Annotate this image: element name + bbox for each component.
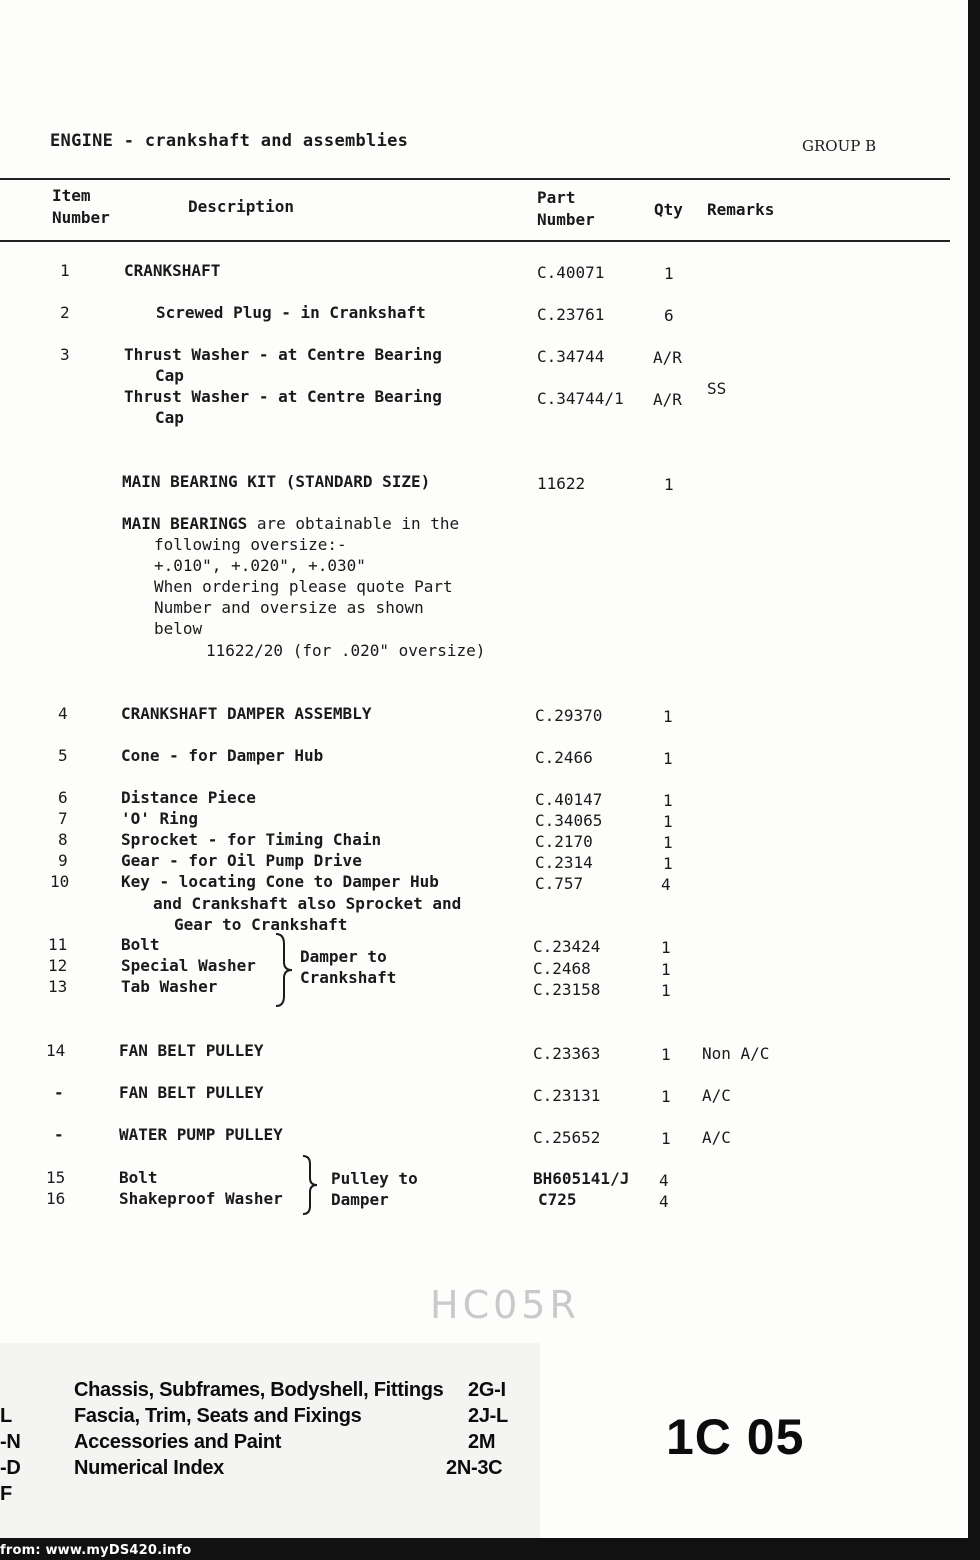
group-note: Damper to xyxy=(300,947,387,966)
part-number: C.34744/1 xyxy=(537,389,624,408)
item-number: 11 xyxy=(48,935,68,954)
item-number: 8 xyxy=(58,830,68,849)
item-number: 10 xyxy=(50,872,70,891)
part-number: BH605141/J xyxy=(533,1169,630,1188)
quantity: 1 xyxy=(661,960,671,979)
description-cont: Cap xyxy=(155,366,184,385)
item-number: 14 xyxy=(46,1041,66,1060)
description: FAN BELT PULLEY xyxy=(119,1083,264,1102)
description: Bolt xyxy=(119,1168,158,1187)
index-label: Accessories and Paint xyxy=(74,1431,282,1453)
col-item-header: Item Number xyxy=(52,186,110,227)
description: Thrust Washer - at Centre Bearing xyxy=(124,387,442,406)
scan-edge-right xyxy=(968,0,980,1545)
item-number: 9 xyxy=(58,851,68,870)
quantity: 1 xyxy=(663,833,673,852)
item-number: 2 xyxy=(60,303,70,322)
quantity: 1 xyxy=(663,812,673,831)
quantity: A/R xyxy=(653,390,682,409)
part-number: C.23363 xyxy=(533,1044,601,1063)
part-number: C.23131 xyxy=(533,1086,601,1105)
part-number: 11622 xyxy=(537,474,586,493)
col-remarks-header: Remarks xyxy=(707,200,775,219)
part-number: C.23424 xyxy=(533,937,601,956)
brace-icon xyxy=(300,1154,320,1216)
description: WATER PUMP PULLEY xyxy=(119,1125,283,1144)
description: Shakeproof Washer xyxy=(119,1189,283,1208)
description: Key - locating Cone to Damper Hub xyxy=(121,872,439,891)
edge-letter: -N xyxy=(0,1431,21,1453)
item-number: 16 xyxy=(46,1189,66,1208)
description: Screwed Plug - in Crankshaft xyxy=(156,303,426,322)
part-number: C.25652 xyxy=(533,1128,601,1147)
quantity: 1 xyxy=(661,1045,671,1064)
header-rule-bottom xyxy=(0,240,950,242)
quantity: 1 xyxy=(663,791,673,810)
group-note: Damper xyxy=(331,1190,389,1209)
quantity: 4 xyxy=(661,875,671,894)
index-label: Chassis, Subframes, Bodyshell, Fittings xyxy=(74,1379,444,1401)
description: Tab Washer xyxy=(121,977,218,996)
col-qty-header: Qty xyxy=(654,200,683,219)
part-number: C.40147 xyxy=(535,790,603,809)
item-number: 12 xyxy=(48,956,68,975)
quantity: 1 xyxy=(664,475,674,494)
part-number: C.23158 xyxy=(533,980,601,999)
index-label: Numerical Index xyxy=(74,1457,225,1479)
part-number: C725 xyxy=(538,1190,577,1209)
index-ref: 2J-L xyxy=(468,1405,508,1427)
edge-letter: L xyxy=(0,1405,12,1427)
part-number: C.34065 xyxy=(535,811,603,830)
description: Bolt xyxy=(121,935,160,954)
remarks: A/C xyxy=(702,1086,731,1105)
description: CRANKSHAFT DAMPER ASSEMBLY xyxy=(121,704,372,723)
item-number: 15 xyxy=(46,1168,66,1187)
index-ref: 2M xyxy=(468,1431,496,1453)
group-label: GROUP B xyxy=(802,137,877,155)
quantity: 1 xyxy=(663,854,673,873)
remarks: A/C xyxy=(702,1128,731,1147)
page-title: ENGINE - crankshaft and assemblies xyxy=(50,131,409,151)
item-number: 4 xyxy=(58,704,68,723)
edge-letter: F xyxy=(0,1483,12,1505)
part-number: C.757 xyxy=(535,874,584,893)
item-number: 1 xyxy=(60,261,70,280)
col-part-header: Part Number xyxy=(537,188,595,229)
description: Gear - for Oil Pump Drive xyxy=(121,851,362,870)
sheet-reference: 1C 05 xyxy=(666,1409,805,1465)
note-line: below xyxy=(154,619,203,638)
quantity: 1 xyxy=(661,1129,671,1148)
index-ref: 2G-I xyxy=(468,1379,506,1401)
quantity: 1 xyxy=(661,938,671,957)
description: 'O' Ring xyxy=(121,809,199,828)
group-note: Crankshaft xyxy=(300,968,397,987)
part-number: C.2314 xyxy=(535,853,593,872)
quantity: 1 xyxy=(663,707,673,726)
quantity: 1 xyxy=(661,1087,671,1106)
part-number: C.2170 xyxy=(535,832,593,851)
group-note: Pulley to xyxy=(331,1169,418,1188)
note-line: MAIN BEARINGS are obtainable in the xyxy=(122,514,460,533)
item-number: 3 xyxy=(60,345,70,364)
item-number: - xyxy=(54,1083,64,1102)
remarks: SS xyxy=(707,379,727,398)
quantity: 4 xyxy=(659,1192,669,1211)
description: MAIN BEARING KIT (STANDARD SIZE) xyxy=(122,472,431,491)
description-cont: Gear to Crankshaft xyxy=(174,915,348,934)
col-description-header: Description xyxy=(188,197,294,216)
note-line: following oversize:- xyxy=(154,535,347,554)
description: FAN BELT PULLEY xyxy=(119,1041,264,1060)
quantity: 1 xyxy=(664,264,674,283)
index-label: Fascia, Trim, Seats and Fixings xyxy=(74,1405,362,1427)
part-number: C.2468 xyxy=(533,959,591,978)
description: Sprocket - for Timing Chain xyxy=(121,830,382,849)
note-line: Number and oversize as shown xyxy=(154,598,424,617)
quantity: A/R xyxy=(653,348,682,367)
quantity: 1 xyxy=(663,749,673,768)
description: Distance Piece xyxy=(121,788,256,807)
item-number: - xyxy=(54,1125,64,1144)
brace-icon xyxy=(272,932,294,1008)
index-ref: 2N-3C xyxy=(446,1457,503,1479)
part-number: C.23761 xyxy=(537,305,605,324)
description-cont: Cap xyxy=(155,408,184,427)
note-line: 11622/20 (for .020" oversize) xyxy=(206,641,486,660)
description: CRANKSHAFT xyxy=(124,261,221,280)
quantity: 1 xyxy=(661,981,671,1000)
description: Cone - for Damper Hub xyxy=(121,746,324,765)
part-number: C.34744 xyxy=(537,347,605,366)
description: Special Washer xyxy=(121,956,256,975)
source-credit: from: www.myDS420.info xyxy=(0,1543,192,1558)
item-number: 7 xyxy=(58,809,68,828)
note-line: +.010", +.020", +.030" xyxy=(154,556,366,575)
item-number: 13 xyxy=(48,977,68,996)
part-number: C.40071 xyxy=(537,263,605,282)
quantity: 4 xyxy=(659,1171,669,1190)
item-number: 6 xyxy=(58,788,68,807)
part-number: C.29370 xyxy=(535,706,603,725)
part-number: C.2466 xyxy=(535,748,593,767)
remarks: Non A/C xyxy=(702,1044,770,1063)
note-line: When ordering please quote Part xyxy=(154,577,453,596)
description: Thrust Washer - at Centre Bearing xyxy=(124,345,442,364)
quantity: 6 xyxy=(664,306,674,325)
header-rule-top xyxy=(0,178,950,180)
item-number: 5 xyxy=(58,746,68,765)
description-cont: and Crankshaft also Sprocket and xyxy=(153,894,462,913)
edge-letter: -D xyxy=(0,1457,21,1479)
faint-stamp: HC05R xyxy=(430,1283,580,1327)
